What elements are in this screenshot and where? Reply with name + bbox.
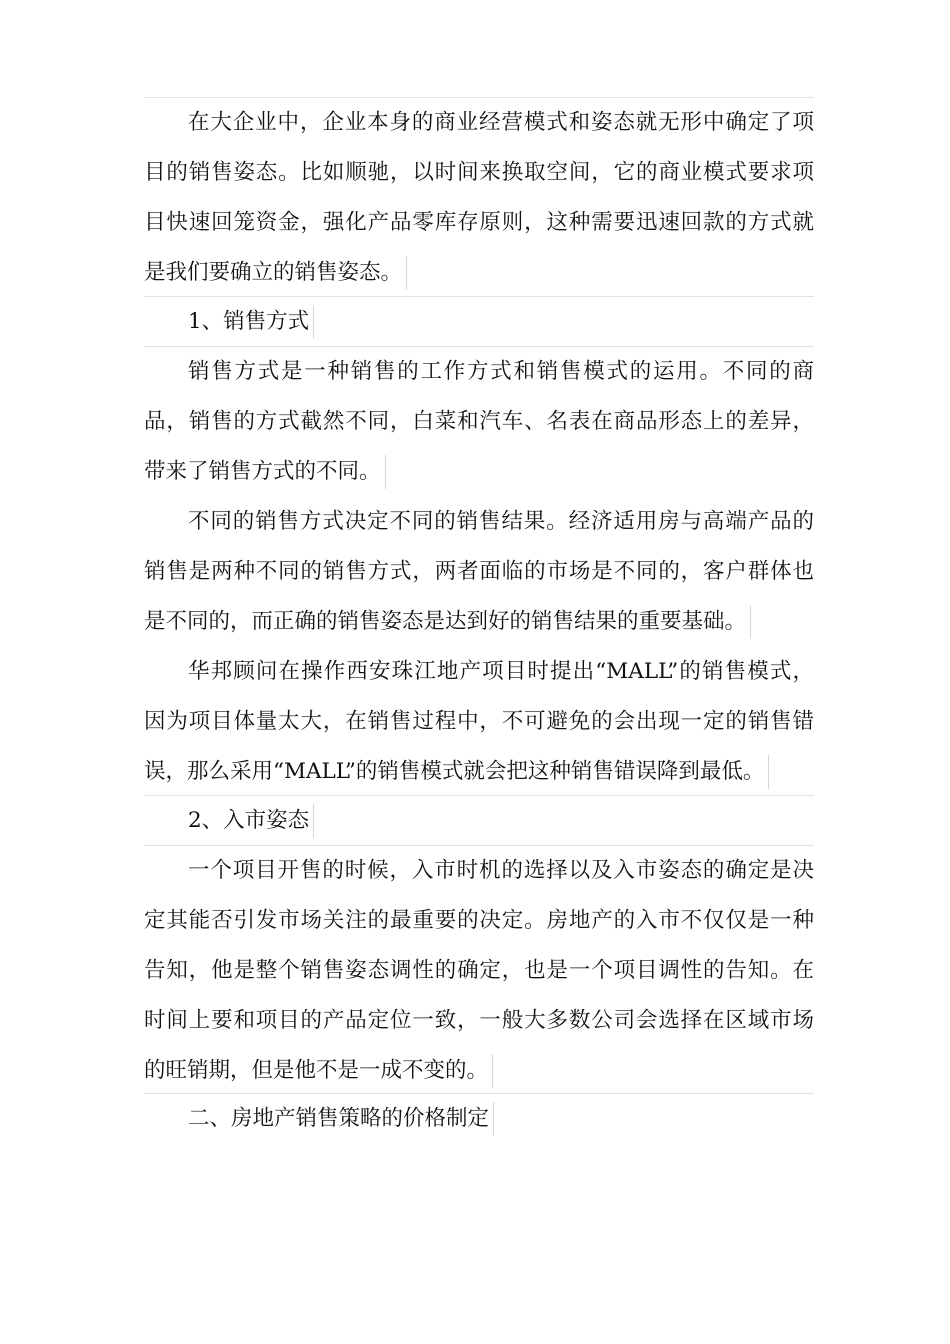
text-line: 时间上要和项目的产品定位一致，一般大多数公司会选择在区域市场 — [144, 1008, 814, 1033]
text-line: 销售是两种不同的销售方式，两者面临的市场是不同的，客户群体也 — [144, 559, 814, 584]
text-line: 因为项目体量太大，在销售过程中，不可避免的会出现一定的销售错 — [144, 709, 814, 734]
paragraph-intro — [144, 97, 814, 298]
text-line: 定其能否引发市场关注的最重要的决定。房地产的入市不仅仅是一种 — [144, 908, 814, 933]
heading-text: 1、销售方式 — [144, 297, 814, 347]
text-line: 误，那么采用“MALL”的销售模式就会把这种销售错误降到最低。 — [144, 747, 814, 797]
paragraph-market-entry — [144, 845, 814, 1096]
section-heading-market-entry — [144, 795, 814, 846]
text-line: 华邦顾问在操作西安珠江地产项目时提出“MALL”的销售模式， — [188, 659, 814, 684]
text-line: 销售方式是一种销售的工作方式和销售模式的运用。不同的商 — [188, 359, 814, 384]
text-line: 目快速回笼资金，强化产品零库存原则，这种需要迅速回款的方式就 — [144, 210, 814, 235]
text-line: 品，销售的方式截然不同，白菜和汽车、名表在商品形态上的差异， — [144, 409, 814, 434]
text-line: 是不同的，而正确的销售姿态是达到好的销售结果的重要基础。 — [144, 597, 814, 647]
text-line: 带来了销售方式的不同。 — [144, 447, 814, 497]
paragraph-sales-results — [144, 496, 814, 647]
heading-text: 2、入市姿态 — [144, 796, 814, 846]
paragraph-sales-method — [144, 346, 814, 497]
text-line: 在大企业中，企业本身的商业经营模式和姿态就无形中确定了项 — [188, 110, 814, 135]
section-heading-sales-method — [144, 296, 814, 347]
text-line: 告知，他是整个销售姿态调性的确定，也是一个项目调性的告知。在 — [144, 958, 814, 983]
text-line: 目的销售姿态。比如顺驰，以时间来换取空间，它的商业模式要求项 — [144, 160, 814, 185]
section-heading-pricing — [144, 1093, 814, 1144]
text-line: 不同的销售方式决定不同的销售结果。经济适用房与高端产品的 — [188, 509, 814, 534]
paragraph-mall-model — [144, 646, 814, 797]
heading-text: 二、房地产销售策略的价格制定 — [144, 1094, 814, 1144]
text-line: 是我们要确立的销售姿态。 — [144, 248, 814, 298]
text-line: 一个项目开售的时候，入市时机的选择以及入市姿态的确定是决 — [188, 858, 814, 883]
text-line: 的旺销期，但是他不是一成不变的。 — [144, 1046, 814, 1096]
